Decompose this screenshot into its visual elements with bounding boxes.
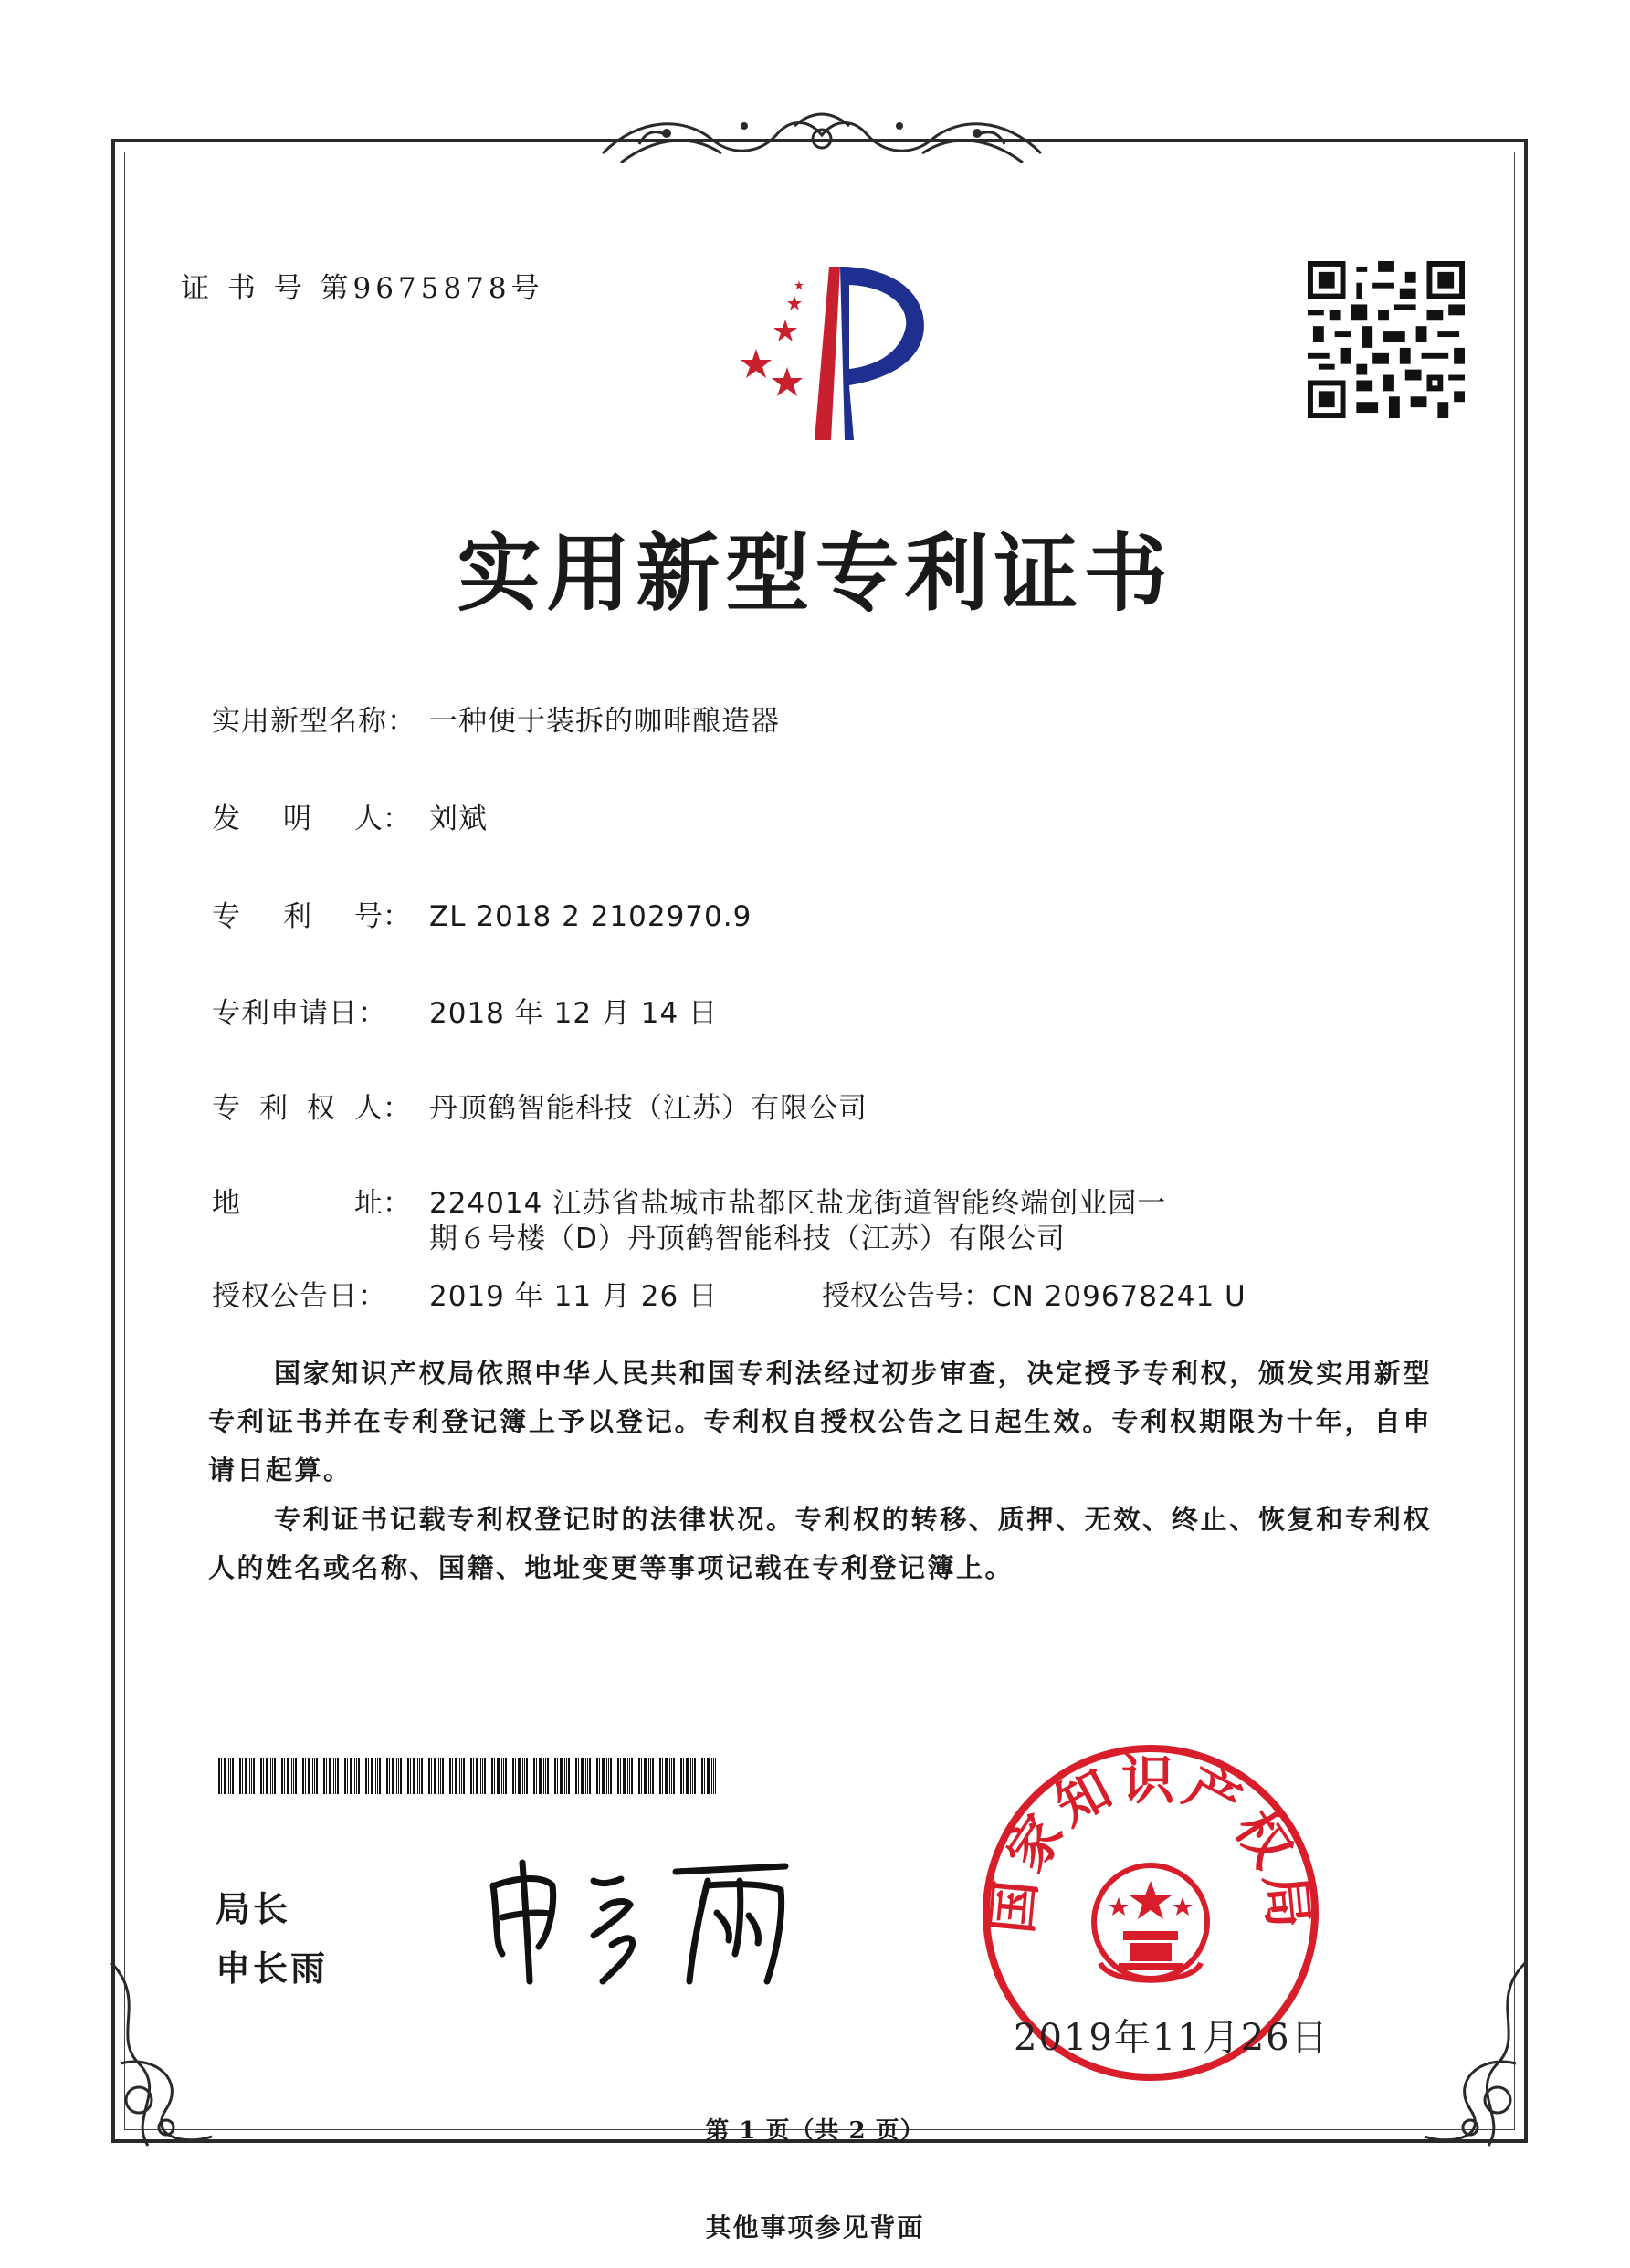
field-address bbox=[212, 1183, 1166, 1223]
barcode-bar bbox=[230, 1758, 231, 1794]
barcode-bar bbox=[442, 1758, 444, 1794]
barcode-bar bbox=[476, 1758, 478, 1794]
barcode-bar bbox=[263, 1758, 264, 1794]
page-number: 第 1 页（共 2 页） bbox=[705, 2117, 925, 2145]
barcode-bar bbox=[690, 1758, 691, 1794]
barcode-bar bbox=[648, 1758, 649, 1794]
barcode-bar bbox=[449, 1758, 451, 1794]
certificate-number: 证 书 号 第9675878号 bbox=[181, 272, 544, 305]
barcode-bar bbox=[491, 1758, 493, 1794]
barcode-bar bbox=[358, 1758, 360, 1794]
barcode-bar bbox=[308, 1758, 310, 1794]
barcode-bar bbox=[228, 1758, 229, 1794]
barcode-bar bbox=[554, 1758, 556, 1794]
barcode-bar bbox=[260, 1758, 262, 1794]
label-colon: ： bbox=[383, 1187, 411, 1220]
field-label: 授权公告号： bbox=[822, 1280, 992, 1313]
barcode-bar bbox=[326, 1758, 327, 1794]
barcode-bar bbox=[503, 1758, 504, 1794]
barcode-bar bbox=[463, 1758, 465, 1794]
barcode-bar bbox=[512, 1758, 514, 1794]
paragraph-legal-status: 专利证书记载专利权登记时的法律状况。专利权的转移、质押、无效、终止、恢复和专利权人的姓名或名称、国籍、地址变更等事项记载在专利登记簿上。 bbox=[208, 1504, 1432, 1583]
field-value: 2018 年 12 月 14 日 bbox=[429, 997, 719, 1030]
barcode-bar bbox=[356, 1758, 357, 1794]
barcode-bar bbox=[566, 1758, 567, 1794]
barcode-bar bbox=[440, 1758, 441, 1794]
barcode-bar bbox=[620, 1758, 621, 1794]
barcode-bar bbox=[421, 1758, 423, 1794]
field-value: CN 209678241 U bbox=[992, 1280, 1246, 1313]
barcode-bar bbox=[272, 1758, 273, 1794]
barcode-bar bbox=[522, 1758, 523, 1794]
barcode-bar bbox=[470, 1758, 472, 1794]
barcode-bar bbox=[218, 1758, 220, 1794]
barcode-bar bbox=[224, 1758, 226, 1794]
barcode-bar bbox=[578, 1758, 579, 1794]
barcode-bar bbox=[629, 1758, 630, 1794]
barcode-bar bbox=[599, 1758, 600, 1794]
certificate-title: 实用新型专利证书 bbox=[457, 524, 1173, 623]
field-filing-date bbox=[212, 993, 718, 1034]
director-title: 局长 bbox=[216, 1889, 291, 1929]
barcode-bar bbox=[526, 1758, 528, 1794]
barcode-bar bbox=[680, 1758, 682, 1794]
barcode-bar bbox=[707, 1758, 710, 1794]
barcode-bar bbox=[711, 1758, 712, 1794]
barcode-bar bbox=[323, 1758, 325, 1794]
top-ornament bbox=[584, 99, 1059, 177]
barcode-bar bbox=[312, 1758, 313, 1794]
label-char: 利 bbox=[283, 900, 311, 933]
barcode-bar bbox=[671, 1758, 672, 1794]
barcode-bar bbox=[596, 1758, 598, 1794]
barcode-bar bbox=[274, 1758, 276, 1794]
paragraph-grant-statement: 国家知识产权局依照中华人民共和国专利法经过初步审查，决定授予专利权，颁发实用新型专利证书并在专利登记簿上予以登记。专利权自授权公告之日起生效。专利权期限为十年，自申请日起算。 bbox=[208, 1358, 1432, 1486]
barcode-bar bbox=[389, 1758, 390, 1794]
barcode-bar bbox=[434, 1758, 436, 1794]
label-char: 人 bbox=[354, 803, 383, 835]
barcode-bar bbox=[302, 1758, 304, 1794]
field-value: 刘斌 bbox=[429, 803, 488, 835]
barcode-bar bbox=[473, 1758, 474, 1794]
barcode-bar bbox=[431, 1758, 432, 1794]
barcode-bar bbox=[347, 1758, 348, 1794]
barcode-bar bbox=[249, 1758, 250, 1794]
address-line-1: 224014 江苏省盐城市盐都区盐龙街道智能终端创业园一 bbox=[429, 1187, 1167, 1220]
field-label: 授权公告日： bbox=[212, 1280, 387, 1313]
barcode-bar bbox=[354, 1758, 355, 1794]
barcode-bar bbox=[365, 1758, 367, 1794]
barcode-bar bbox=[543, 1758, 544, 1794]
barcode-bar bbox=[335, 1758, 336, 1794]
barcode-bar bbox=[375, 1758, 376, 1794]
barcode-bar bbox=[650, 1758, 651, 1794]
barcode-bar bbox=[295, 1758, 297, 1794]
field-value: 一种便于装拆的咖啡酿造器 bbox=[429, 705, 780, 738]
barcode-bar bbox=[266, 1758, 268, 1794]
barcode-bar bbox=[575, 1758, 577, 1794]
label-char: 明 bbox=[283, 803, 311, 835]
barcode-bar bbox=[482, 1758, 483, 1794]
barcode-bar bbox=[242, 1758, 243, 1794]
label-char: 号 bbox=[354, 900, 383, 933]
barcode-bar bbox=[568, 1758, 570, 1794]
barcode-bar bbox=[564, 1758, 565, 1794]
field-grant-date bbox=[212, 1276, 718, 1317]
barcode-bar bbox=[501, 1758, 502, 1794]
barcode-bar bbox=[686, 1758, 689, 1794]
seal-text: 国家知识产权局 bbox=[980, 1748, 1321, 1937]
barcode-bar bbox=[704, 1758, 705, 1794]
barcode-bar bbox=[281, 1758, 283, 1794]
barcode-bar bbox=[221, 1758, 222, 1794]
barcode-bar bbox=[410, 1758, 411, 1794]
barcode-bar bbox=[293, 1758, 294, 1794]
barcode-bar bbox=[291, 1758, 292, 1794]
barcode-bar bbox=[652, 1758, 654, 1794]
barcode-bar bbox=[344, 1758, 346, 1794]
barcode-bar bbox=[665, 1758, 668, 1794]
barcode-bar bbox=[398, 1758, 399, 1794]
barcode-bar bbox=[610, 1758, 612, 1794]
barcode-bar bbox=[545, 1758, 546, 1794]
barcode-bar bbox=[407, 1758, 409, 1794]
barcode-bar bbox=[459, 1758, 460, 1794]
barcode-bar bbox=[515, 1758, 516, 1794]
barcode-bar bbox=[589, 1758, 591, 1794]
field-patentee bbox=[212, 1088, 868, 1129]
barcode-bar bbox=[606, 1758, 607, 1794]
barcode-bar bbox=[350, 1758, 352, 1794]
field-inventor bbox=[212, 799, 488, 839]
barcode-bar bbox=[524, 1758, 525, 1794]
barcode-bar bbox=[659, 1758, 661, 1794]
barcode-bar bbox=[314, 1758, 315, 1794]
barcode-bar bbox=[371, 1758, 373, 1794]
barcode-bar bbox=[644, 1758, 647, 1794]
barcode-bar bbox=[316, 1758, 318, 1794]
barcode bbox=[216, 1758, 716, 1794]
barcode-bar bbox=[692, 1758, 693, 1794]
barcode-bar bbox=[533, 1758, 535, 1794]
field-value: 丹顶鹤智能科技（江苏）有限公司 bbox=[429, 1092, 868, 1125]
barcode-bar bbox=[715, 1758, 716, 1794]
barcode-bar bbox=[627, 1758, 628, 1794]
barcode-bar bbox=[581, 1758, 584, 1794]
director-name: 申长雨 bbox=[216, 1948, 329, 1989]
barcode-bar bbox=[539, 1758, 542, 1794]
barcode-bar bbox=[305, 1758, 306, 1794]
label-colon: ： bbox=[383, 803, 411, 835]
barcode-bar bbox=[669, 1758, 670, 1794]
label-char: 址 bbox=[354, 1187, 383, 1220]
barcode-bar bbox=[505, 1758, 507, 1794]
barcode-bar bbox=[631, 1758, 633, 1794]
label-colon: ： bbox=[383, 900, 411, 933]
field-utility-model-name bbox=[212, 701, 780, 741]
barcode-bar bbox=[484, 1758, 486, 1794]
barcode-bar bbox=[497, 1758, 500, 1794]
barcode-bar bbox=[694, 1758, 696, 1794]
barcode-bar bbox=[251, 1758, 252, 1794]
barcode-bar bbox=[428, 1758, 430, 1794]
label-char: 专 bbox=[212, 900, 240, 933]
barcode-bar bbox=[608, 1758, 609, 1794]
barcode-bar bbox=[333, 1758, 334, 1794]
field-grant-number bbox=[822, 1276, 1246, 1317]
label-char: 地 bbox=[212, 1187, 240, 1220]
barcode-bar bbox=[701, 1758, 703, 1794]
label-char: 专 bbox=[212, 1092, 240, 1125]
label-char: 发 bbox=[212, 803, 240, 835]
barcode-bar bbox=[461, 1758, 462, 1794]
barcode-bar bbox=[641, 1758, 642, 1794]
barcode-bar bbox=[683, 1758, 684, 1794]
barcode-bar bbox=[368, 1758, 369, 1794]
field-label: 专利申请日： bbox=[212, 997, 387, 1030]
seal-date: 2019年11月26日 bbox=[1014, 2017, 1330, 2059]
barcode-bar bbox=[284, 1758, 285, 1794]
barcode-bar bbox=[417, 1758, 418, 1794]
field-label: 实用新型名称： bbox=[212, 705, 416, 738]
barcode-bar bbox=[270, 1758, 271, 1794]
barcode-bar bbox=[662, 1758, 663, 1794]
barcode-bar bbox=[557, 1758, 558, 1794]
barcode-bar bbox=[536, 1758, 537, 1794]
barcode-bar bbox=[438, 1758, 439, 1794]
barcode-bar bbox=[413, 1758, 415, 1794]
barcode-bar bbox=[617, 1758, 619, 1794]
label-colon: ： bbox=[383, 1092, 411, 1125]
barcode-bar bbox=[329, 1758, 331, 1794]
barcode-bar bbox=[287, 1758, 289, 1794]
cnipa-logo bbox=[703, 257, 950, 445]
barcode-bar bbox=[547, 1758, 549, 1794]
barcode-bar bbox=[253, 1758, 255, 1794]
barcode-bar bbox=[396, 1758, 397, 1794]
barcode-bar bbox=[377, 1758, 378, 1794]
barcode-bar bbox=[673, 1758, 675, 1794]
barcode-bar bbox=[494, 1758, 495, 1794]
address-line-2: 期６号楼（D）丹顶鹤智能科技（江苏）有限公司 bbox=[429, 1223, 1066, 1255]
barcode-bar bbox=[419, 1758, 420, 1794]
label-char: 利 bbox=[259, 1092, 288, 1125]
label-char: 权 bbox=[307, 1092, 335, 1125]
barcode-bar bbox=[587, 1758, 588, 1794]
barcode-bar bbox=[638, 1758, 640, 1794]
barcode-bar bbox=[585, 1758, 586, 1794]
label-char: 人 bbox=[354, 1092, 383, 1125]
barcode-bar bbox=[480, 1758, 481, 1794]
field-patent-number bbox=[212, 897, 752, 937]
barcode-bar bbox=[518, 1758, 521, 1794]
barcode-bar bbox=[560, 1758, 563, 1794]
barcode-bar bbox=[232, 1758, 234, 1794]
field-value: ZL 2018 2 2102970.9 bbox=[429, 900, 752, 933]
barcode-bar bbox=[386, 1758, 388, 1794]
barcode-bar bbox=[245, 1758, 247, 1794]
barcode-bar bbox=[455, 1758, 457, 1794]
field-value: 2019 年 11 月 26 日 bbox=[429, 1280, 719, 1313]
barcode-bar bbox=[623, 1758, 626, 1794]
barcode-bar bbox=[602, 1758, 605, 1794]
director-signature bbox=[475, 1844, 840, 1990]
barcode-bar bbox=[392, 1758, 394, 1794]
barcode-bar bbox=[400, 1758, 402, 1794]
barcode-bar bbox=[379, 1758, 381, 1794]
barcode-bar bbox=[337, 1758, 339, 1794]
barcode-bar bbox=[452, 1758, 453, 1794]
qr-code bbox=[1308, 261, 1465, 418]
footer-note: 其他事项参见背面 bbox=[705, 2212, 925, 2242]
barcode-bar bbox=[713, 1758, 714, 1794]
barcode-bar bbox=[239, 1758, 241, 1794]
